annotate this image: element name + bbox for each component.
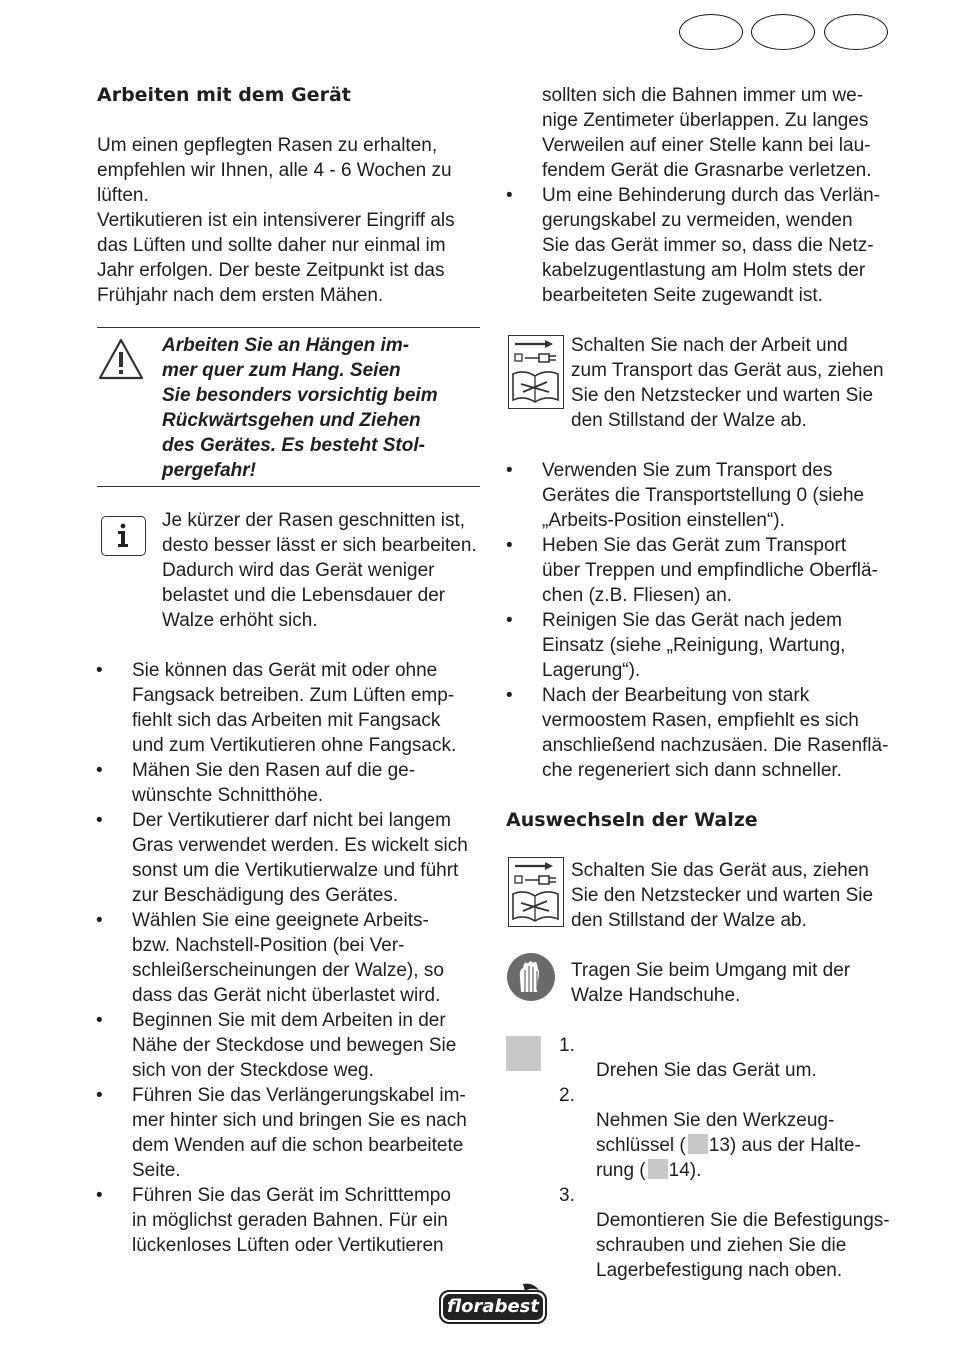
step-item xyxy=(559,1083,904,1183)
language-oval xyxy=(679,14,743,50)
warning-text: Arbeiten Sie an Hängen im- mer quer zum Hang. Seien Sie besonders vorsichtig beim Rückwärtsgehen und Ziehen des Gerätes. Es besteht Stol- pergefahr! xyxy=(162,335,438,481)
step-number: 1. xyxy=(559,1035,575,1056)
list-item: • Wählen Sie eine geeignete Arbeits- bzw. Nachstell-Position (bei Ver- schleißerscheinungen der Walze), so dass das Gerät nicht überlastet wird. xyxy=(96,908,486,1008)
info-text: Je kürzer der Rasen geschnitten ist, desto besser lässt er sich bearbeiten. Dadurch wird das Gerät weniger belastet und die Lebensdauer der Walze erhöht sich. xyxy=(162,510,477,631)
unplug-note-after-work: Schalten Sie nach der Arbeit und zum Transport das Gerät aus, ziehen Sie den Netzstecker und warten Sie den Stillstand der Walze ab. xyxy=(571,335,884,431)
step-text: Demontieren Sie die Befestigungs- schrauben und ziehen Sie die Lagerbefestigung nach oben. xyxy=(596,1210,890,1281)
list-item: • Beginnen Sie mit dem Arbeiten in der Nähe der Steckdose und bewegen Sie sich von der Steckdose weg. xyxy=(96,1008,486,1083)
list-item: • Sie können das Gerät mit oder ohne Fangsack betreiben. Zum Lüften emp- fiehlt sich das Arbeiten mit Fangsack und zum Vertikutieren ohne Fangsack. xyxy=(96,658,486,758)
florabest-logo xyxy=(437,1282,549,1326)
gloves-icon xyxy=(506,952,556,1002)
gloves-note: Tragen Sie beim Umgang mit der Walze Handschuhe. xyxy=(571,960,851,1006)
list-item: • Führen Sie das Gerät im Schritttempo in möglichst geraden Bahnen. Für ein lückenloses Lüften oder Vertikutieren xyxy=(96,1183,486,1258)
figure-ref-number: 13 xyxy=(708,1135,730,1156)
list-item: • Heben Sie das Gerät zum Transport über Treppen und empfindliche Oberflä- chen (z.B. Fliesen) an. xyxy=(506,533,902,608)
divider xyxy=(97,486,480,487)
figure-ref-marker xyxy=(688,1134,708,1154)
warning-icon xyxy=(97,336,145,382)
list-item: • Der Vertikutierer darf nicht bei langem Gras verwendet werden. Es wickelt sich sonst um die Vertikutierwalze und führt zur Beschädigung des Gerätes. xyxy=(96,808,486,908)
continued-text: sollten sich die Bahnen immer um we- nige Zentimeter überlappen. Zu langes Verweilen auf einer Stelle kann bei lau- fendem Gerät die Grasnarbe verletzen. xyxy=(542,85,872,181)
divider xyxy=(97,327,480,328)
roller-steps-list xyxy=(559,1033,904,1283)
transport-bullet-list xyxy=(506,458,902,783)
step-item xyxy=(559,1183,904,1283)
section-heading-roller: Auswechseln der Walze xyxy=(506,809,758,831)
figure-ref-marker xyxy=(648,1159,668,1179)
cable-bullet-list xyxy=(506,183,902,308)
step-number: 2. xyxy=(559,1085,575,1106)
info-icon xyxy=(101,516,146,556)
list-item: • Reinigen Sie das Gerät nach jedem Einsatz (siehe „Reinigung, Wartung, Lagerung“). xyxy=(506,608,902,683)
list-item: • Führen Sie das Verlängerungskabel im- mer hinter sich und bringen Sie es nach dem Wenden auf die schon bearbeitete Seite. xyxy=(96,1083,486,1183)
language-oval xyxy=(824,14,888,50)
figure-ref-number: 14 xyxy=(668,1160,690,1181)
usage-bullet-list xyxy=(96,658,486,1258)
section-heading-working: Arbeiten mit dem Gerät xyxy=(97,84,351,106)
list-item: • Mähen Sie den Rasen auf die ge- wünschte Schnitthöhe. xyxy=(96,758,486,808)
list-item: • Verwenden Sie zum Transport des Gerätes die Transportstellung 0 (siehe „Arbeits-Position einstellen“). xyxy=(506,458,902,533)
figure-reference-box xyxy=(506,1036,541,1071)
step-text: ). xyxy=(689,1160,702,1181)
unplug-manual-icon xyxy=(508,857,564,927)
intro-paragraph: Um einen gepflegten Rasen zu erhalten, empfehlen wir Ihnen, alle 4 - 6 Wochen zu lüften. Vertikutieren ist ein intensiverer Eingriff als das Lüften und sollte daher nur einmal im Jahr erfolgen. Der beste Zeitpunkt ist das Frühjahr nach dem ersten Mähen. xyxy=(97,135,455,306)
language-oval xyxy=(751,14,815,50)
list-item: • Nach der Bearbeitung von stark vermoostem Rasen, empfiehlt es sich anschließend nachzusäen. Die Rasenflä- che regeneriert sich dann schneller. xyxy=(506,683,902,783)
step-text: ) aus der Halte- rung ( xyxy=(596,1135,861,1181)
unplug-note-roller: Schalten Sie das Gerät aus, ziehen Sie den Netzstecker und warten Sie den Stillstand der Walze ab. xyxy=(571,860,874,931)
unplug-manual-icon xyxy=(508,335,564,409)
step-number: 3. xyxy=(559,1185,575,1206)
step-item xyxy=(559,1033,904,1083)
language-markers xyxy=(677,14,889,52)
logo-text: florabest xyxy=(447,1296,539,1317)
list-item: • Um eine Behinderung durch das Verlän- gerungskabel zu vermeiden, wenden Sie das Gerät immer so, dass die Netz- kabelzugentlastung am Holm stets der bearbeiteten Seite zugewandt ist. xyxy=(506,183,902,308)
step-text: Nehmen Sie den Werkzeug- schlüssel ( xyxy=(596,1110,835,1156)
step-text: Drehen Sie das Gerät um. xyxy=(596,1060,817,1081)
